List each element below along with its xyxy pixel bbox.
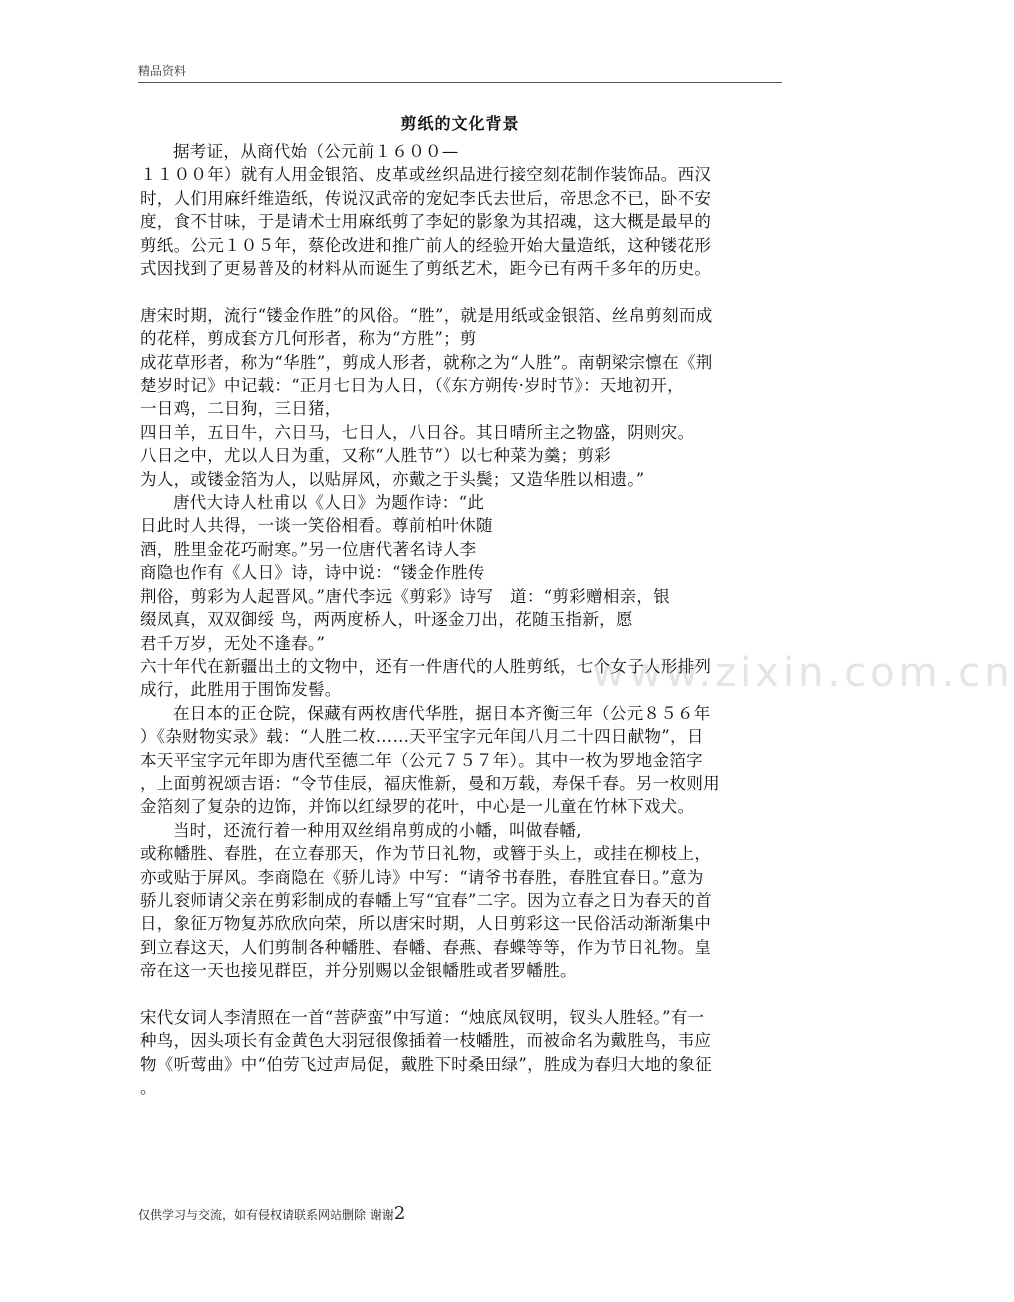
text-line: 楚岁时记》中记载：“正月七日为人日，（《东方朔传·岁时节》：天地初开，: [140, 376, 684, 396]
text-line: 荆俗，剪彩为人起晋风。”唐代李远《剪彩》诗写 道：“剪彩赠相亲，银: [140, 586, 671, 606]
text-line: 。: [140, 1078, 157, 1098]
text-line: １１００年）就有人用金银箔、皮革或丝织品进行接空刻花制作装饰品。西汉: [140, 165, 712, 185]
text-line: 成行，此胜用于围饰发髻。: [140, 680, 342, 700]
document-title: 剪纸的文化背景: [400, 114, 520, 133]
text-line: 种鸟，因头项长有金黄色大羽冠很像插着一枝幡胜，而被命名为戴胜鸟，韦应: [140, 1031, 712, 1051]
text-line: 日此时人共得，一谈一笑俗相看。尊前柏叶休随: [140, 516, 493, 536]
text-line: 据考证，从商代始（公元前１６００—: [173, 142, 459, 161]
footer: [138, 1203, 405, 1224]
header-label: 精品资料: [138, 64, 187, 78]
text-line: 日，象征万物复苏欣欣向荣，所以唐宋时期，人日剪彩这一民俗活动渐渐集中: [140, 914, 712, 934]
text-line: 剪纸。公元１０５年，蔡伦改进和推广前人的经验开始大量造纸，这种镂花形: [140, 235, 712, 255]
text-line: 六十年代在新疆出土的文物中，还有一件唐代的人胜剪纸，七个女子人形排列: [140, 656, 712, 676]
page-number: 2: [393, 1203, 406, 1224]
watermark: www.zixin.com.cn: [592, 650, 1014, 696]
document-body: [140, 108, 780, 1100]
header-divider: [138, 82, 782, 83]
text-line: 缀凤真，双双御绥 鸟，两两度桥人，叶逐金刀出，花随玉指新，愿: [140, 610, 633, 630]
text-line: 亦或贴于屏风。李商隐在《骄儿诗》中写：“请爷书春胜，春胜宜春日。”意为: [140, 867, 704, 887]
text-line: 君千万岁，无处不逢春。”: [140, 633, 326, 653]
text-line: 唐宋时期，流行“镂金作胜”的风俗。“胜”，就是用纸或金银箔、丝帛剪刻而成: [140, 305, 713, 325]
blank-line: [140, 280, 780, 303]
text-line: 或称幡胜、春胜，在立春那天，作为节日礼物，或簪于头上，或挂在柳枝上，: [140, 844, 712, 864]
text-line: 八日之中，尤以人日为重，又称“人胜节”）以七种菜为羹；剪彩: [140, 446, 612, 466]
blank-line: [140, 983, 780, 1006]
text-line: 四日羊，五日牛，六日马，七日人，八日谷。其日晴所主之物盛，阴则灾。: [140, 422, 695, 442]
text-line: 本天平宝字元年即为唐代至德二年（公元７５７年）。其中一枚为罗地金箔字: [140, 750, 703, 770]
footer-notice: 仅供学习与交流，如有侵权请联系网站删除 谢谢: [138, 1208, 394, 1222]
text-line: 宋代女词人李清照在一首“菩萨蛮”中写道：“烛底凤钗明，钗头人胜轻。”有一: [140, 1008, 705, 1027]
text-line: 在日本的正仓院，保藏有两枚唐代华胜，据日本齐衡三年（公元８５６年: [173, 703, 711, 723]
text-line: 骄儿衮师请父亲在剪彩制成的春幡上写“宜春”二字。因为立春之日为春天的首: [140, 890, 712, 910]
text-line: 金箔刻了复杂的边饰，并饰以红绿罗的花叶，中心是一儿童在竹林下戏犬。: [140, 797, 695, 817]
text-line: 帝在这一天也接见群臣，并分别赐以金银幡胜或者罗幡胜。: [140, 961, 577, 981]
text-line: 当时，还流行着一种用双丝绢帛剪成的小幡，叫做春幡,: [173, 820, 582, 840]
text-line: 到立春这天，人们剪制各种幡胜、春幡、春燕、春蝶等等，作为节日礼物。皇: [140, 937, 712, 957]
text-line: 的花样，剪成套方几何形者，称为“方胜”；剪: [140, 329, 477, 349]
text-line: 度，食不甘味，于是请术士用麻纸剪了李妃的影象为其招魂，这大概是最早的: [140, 212, 712, 232]
text-line: 商隐也作有《人日》诗，诗中说：“镂金作胜传: [140, 563, 485, 583]
paragraph-lines: [140, 140, 780, 1100]
text-line: 成花草形者，称为“华胜”，剪成人形者，就称之为“人胜”。南朝梁宗懔在《荆: [140, 352, 713, 372]
text-line: 时，人们用麻纤维造纸，传说汉武帝的宠妃李氏去世后，帝思念不已，卧不安: [140, 188, 712, 208]
text-line: 一日鸡，二日狗，三日猪，: [140, 399, 342, 419]
text-line: 唐代大诗人杜甫以《人日》为题作诗：“此: [173, 493, 485, 513]
text-line: 酒，胜里金花巧耐寒。”另一位唐代著名诗人李: [140, 539, 477, 559]
text-line: 物《听莺曲》中“伯劳飞过声局促，戴胜下时桑田绿”，胜成为春归大地的象征: [140, 1054, 712, 1074]
text-line: 式因找到了更易普及的材料从而诞生了剪纸艺术，距今已有两千多年的历史。: [140, 259, 712, 279]
text-line: ）《杂财物实录》载：“人胜二枚……天平宝字元年闰八月二十四日献物”，日: [140, 727, 704, 747]
text-line: 为人，或镂金箔为人，以贴屏风，亦戴之于头鬓；又造华胜以相遗。”: [140, 469, 645, 489]
text-line: ，上面剪祝颂吉语：“令节佳辰，福庆惟新，曼和万载，寿保千春。另一枚则用: [140, 773, 720, 793]
